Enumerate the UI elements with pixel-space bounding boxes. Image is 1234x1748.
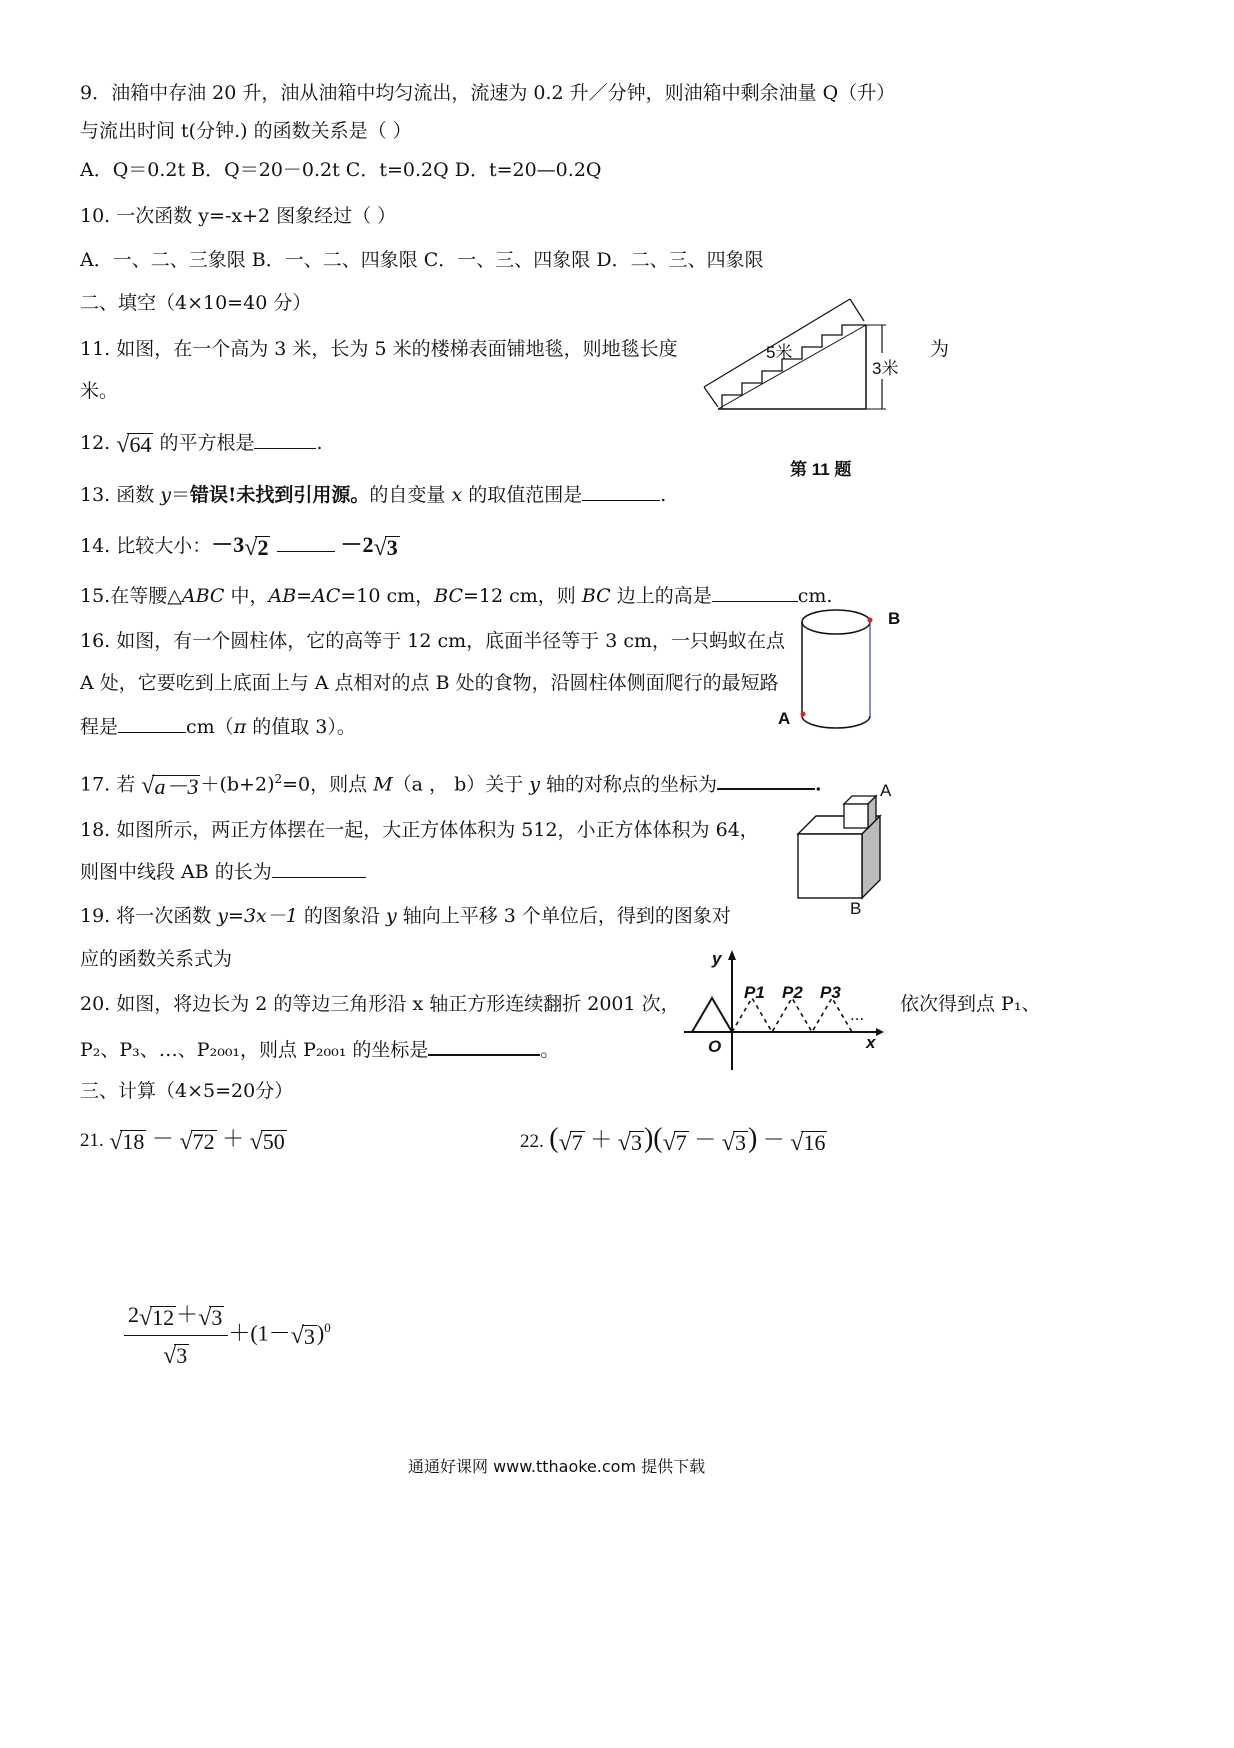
q13-suffix: 的取值范围是 (462, 484, 583, 506)
q15-bc2: BC (581, 585, 611, 607)
section-2-heading: 二、填空（4×10=40 分） (80, 292, 312, 314)
sqrt-16: √16 (790, 1129, 826, 1156)
sqrt-a-minus-3: √a－3 (141, 773, 199, 800)
q11-line2: 米。 (80, 380, 119, 402)
q12-suffix: 的平方根是 (153, 432, 255, 454)
q17-end: . (815, 773, 822, 796)
q20-p3: P3 (820, 983, 841, 1002)
q16-label-b: B (888, 609, 901, 628)
q13-eq: ＝ (171, 484, 191, 506)
sqrt-12: √12 (139, 1304, 175, 1331)
q11-label-height: 3米 (872, 359, 899, 378)
sqrt-18: √18 (109, 1128, 145, 1155)
q17-suffix: 轴的对称点的坐标为 (540, 773, 718, 796)
q16-text-b: cm（ (186, 716, 234, 738)
q16-line2: A 处，它要吃到上底面上与 A 点相对的点 B 处的食物，沿圆柱体侧面爬行的最短路 (80, 672, 779, 694)
q23-close: ) (316, 1320, 325, 1346)
q23-fraction: $\frac{2√12+√3}{√3}$ (124, 1300, 228, 1371)
q12-line (80, 430, 323, 458)
q15-text-d: =12 cm，则 (463, 585, 582, 607)
sqrt-3-a: √3 (617, 1129, 642, 1156)
q15-line (80, 583, 832, 609)
q11-line1: 11. 如图，在一个高为 3 米，长为 5 米的楼梯表面铺地毯，则地毯长度 (80, 338, 678, 360)
sqrt-3-c: √3 (290, 1323, 315, 1350)
q15-text-c: =10 cm， (340, 585, 435, 607)
q21-op2: ＋ (222, 1126, 245, 1151)
q20-p2: P2 (782, 983, 803, 1002)
q13-line (80, 482, 666, 508)
stairs-figure (700, 295, 900, 420)
q14-right-coef: －2 (340, 532, 374, 557)
q16-line3 (80, 714, 356, 740)
sqrt-7-a: √7 (558, 1129, 583, 1156)
q20-line2 (80, 1036, 559, 1063)
q15-unit: cm. (797, 585, 833, 607)
section-3-heading: 三、计算（4×5=20分） (80, 1080, 294, 1102)
q12-blank[interactable] (254, 430, 316, 449)
q22-prefix: 22. (520, 1131, 544, 1152)
q20-line1-end: 依次得到点 P₁、 (900, 993, 1041, 1015)
q23-expression (124, 1300, 331, 1371)
q18-line2 (80, 859, 366, 885)
q17-line (80, 766, 822, 799)
q19-text-a: 19. 将一次函数 (80, 905, 218, 927)
q19-y: y (385, 905, 397, 927)
q19-text-c: 轴向上平移 3 个单位后，得到的图象对 (396, 905, 731, 927)
q17-sup: 2 (274, 772, 283, 786)
q20-axis-y: y (712, 949, 722, 968)
q12-end: . (316, 432, 323, 454)
q16-label-a: A (778, 709, 791, 728)
q18-line1: 18. 如图所示，两正方体摆在一起，大正方体体积为 512，小正方体体积为 64， (80, 819, 759, 841)
q10-options: A．一、二、三象限 B．一、二、四象限 C．一、三、四象限 D．二、三、四象限 (80, 249, 764, 271)
q13-mid: 的自变量 (369, 484, 452, 506)
cylinder-figure (798, 600, 882, 738)
q19-text-b: 的图象沿 (297, 905, 386, 927)
q21-op1: － (151, 1126, 174, 1151)
q19-line1 (80, 903, 731, 929)
q16-text-a: 程是 (80, 716, 119, 738)
q16-pi: π (233, 716, 247, 738)
q17-coords: （a ， b）关于 (392, 773, 530, 796)
q14-line (80, 532, 400, 561)
q17-mid: =0，则点 (282, 773, 374, 796)
q13-var-x: x (451, 484, 463, 506)
q13-error-text: 错误!未找到引用源。 (190, 484, 370, 506)
q10-stem: 10. 一次函数 y=-x+2 图象经过（ ） (80, 205, 397, 227)
q13-prefix: 13. 函数 (80, 484, 161, 506)
q14-prefix: 14. 比较大小： (80, 535, 212, 557)
q17-plus: ＋(b+2) (200, 773, 275, 796)
q20-line1: 20. 如图，将边长为 2 的等边三角形沿 x 轴正方形连续翻折 2001 次， (80, 993, 680, 1015)
q12-prefix: 12. (80, 432, 111, 454)
q23-plus: ＋(1－ (228, 1320, 291, 1346)
q17-m: M (373, 773, 393, 796)
q13-blank[interactable] (582, 482, 660, 501)
q18-label-a: A (880, 781, 892, 800)
q19-line2: 应的函数关系式为 (80, 948, 233, 970)
q17-prefix: 17. 若 (80, 773, 142, 796)
q15-blank[interactable] (712, 583, 798, 602)
q18-text: 则图中线段 AB 的长为 (80, 861, 272, 883)
sqrt-2: √2 (244, 534, 269, 561)
q17-blank[interactable] (717, 770, 815, 790)
page-footer: 通通好课网 www.tthaoke.com 提供下载 (408, 1457, 706, 1476)
sqrt-3: √3 (373, 534, 398, 561)
q20-blank[interactable] (428, 1036, 540, 1056)
q13-end: . (660, 484, 667, 506)
q14-left-coef: －3 (211, 532, 245, 557)
q20-text-a: P₂、P₃、…、P₂₀₀₁，则点 P₂₀₀₁ 的坐标是 (80, 1039, 429, 1061)
q15-abc: ABC (181, 585, 225, 607)
q20-p1: P1 (744, 983, 765, 1002)
q18-label-b: B (850, 899, 862, 918)
q20-axis-x: x (866, 1033, 876, 1052)
q11-label-length: 5米 (766, 343, 793, 362)
q15-text-e: 边上的高是 (610, 585, 712, 607)
q17-y: y (529, 773, 540, 796)
q20-dots: ... (850, 1005, 865, 1024)
q9-line1: 9．油箱中存油 20 升，油从油箱中均匀流出，流速为 0.2 升／分钟，则油箱中剩余油量 Q（升） (80, 82, 896, 104)
q13-var-y: y (160, 484, 172, 506)
sqrt-3-num: √3 (198, 1304, 223, 1331)
q11-caption: 第 11 题 (790, 460, 852, 479)
q15-ab-ac: AB=AC (268, 585, 341, 607)
q14-blank[interactable] (277, 533, 335, 552)
q20-text-b: 。 (540, 1039, 560, 1061)
q18-blank[interactable] (272, 859, 366, 878)
q15-text-a: 15.在等腰△ (80, 585, 182, 607)
q21-line (80, 1126, 287, 1155)
q16-line1: 16. 如图，有一个圆柱体，它的高等于 12 cm，底面半径等于 3 cm，一只蚂蚁在点 (80, 630, 785, 652)
cubes-figure (794, 792, 886, 900)
sqrt-3-b: √3 (721, 1129, 746, 1156)
q15-text-b: 中， (224, 585, 269, 607)
q16-blank[interactable] (118, 714, 186, 733)
sqrt-7-b: √7 (662, 1129, 687, 1156)
q16-text-c: 的值取 3）。 (246, 716, 356, 738)
sqrt-64: √64 (116, 431, 152, 458)
q20-origin: O (708, 1037, 722, 1056)
q11-line1-end: 为 (930, 338, 950, 360)
q9-line2: 与流出时间 t(分钟.) 的函数关系是（ ） (80, 120, 412, 142)
q9-options: A．Q＝0.2t B．Q＝20－0.2t C．t=0.2Q D．t=20—0.2Q (80, 159, 602, 181)
q15-bc: BC (434, 585, 463, 607)
q21-prefix: 21. (80, 1130, 104, 1151)
sqrt-3-den: √3 (163, 1342, 188, 1369)
q19-expr: y=3x－1 (217, 905, 298, 927)
q23-exp: 0 (324, 1320, 331, 1336)
q22-line: 22. (√7 ＋ √3)(√7 － √3) － √16 (520, 1123, 826, 1156)
sqrt-50: √50 (249, 1128, 285, 1155)
sqrt-72: √72 (179, 1128, 215, 1155)
